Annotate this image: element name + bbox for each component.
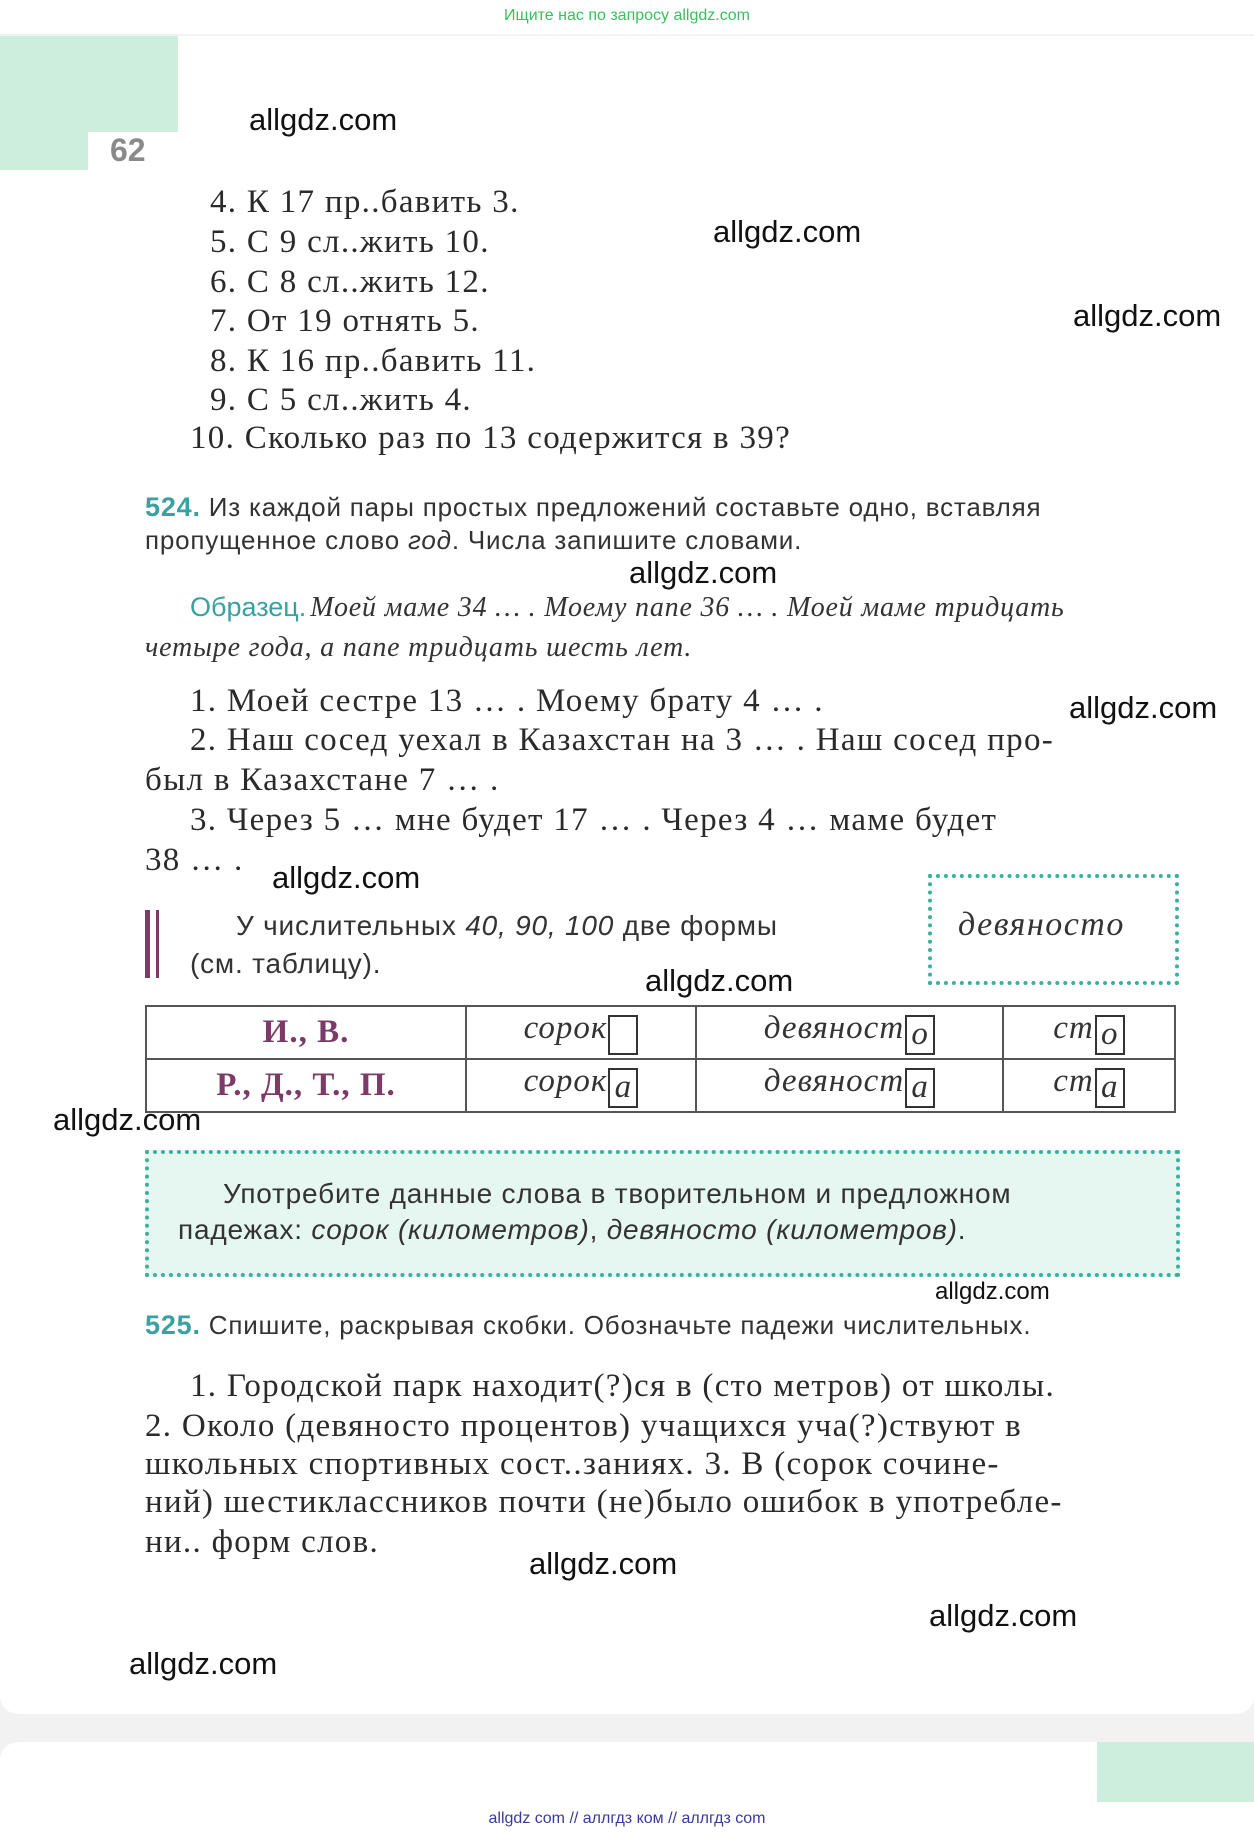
table-row: [146, 1006, 1175, 1059]
ex525-line: школьных спортивных сост..заниях. 3. В (сорок сочине-: [145, 1446, 1000, 1482]
sample-line-1: [190, 592, 1065, 624]
ex524-instruction-2: [145, 525, 802, 556]
case-label: Р., Д., Т., П.: [216, 1067, 396, 1103]
watermark: allgdz.com: [1073, 298, 1222, 333]
ex524-instruction: [145, 492, 1041, 523]
form-cell: [696, 1059, 1003, 1112]
exercise-item: 7. От 19 отнять 5.: [210, 303, 480, 339]
ex524-line: 38 … .: [145, 842, 244, 878]
ex525-line: 1. Городской парк находит(?)ся в (сто метров) от школы.: [190, 1368, 1056, 1404]
example-word: девяносто: [958, 906, 1125, 943]
ex525-number: 525.: [145, 1310, 201, 1340]
form-stem: девяност: [763, 1063, 905, 1100]
watermark: allgdz.com: [935, 1278, 1050, 1305]
ex524-instruction-line2-end: . Числа запишите словами.: [451, 525, 803, 555]
sample-line-2: четыре года, а папе тридцать шесть лет.: [145, 632, 693, 663]
exercise-item: 10. Сколько раз по 13 содержится в 39?: [190, 420, 792, 456]
ex524-line: был в Казахстане 7 … .: [145, 762, 500, 798]
watermark: allgdz.com: [645, 963, 794, 998]
rule-line-1: [236, 910, 778, 942]
rule-marker: [145, 910, 150, 978]
form-ending: о: [1095, 1015, 1125, 1055]
table-row: [146, 1059, 1175, 1112]
task-word-2: девяносто: [606, 1214, 758, 1245]
exercise-item: 4. К 17 пр..бавить 3.: [210, 184, 520, 220]
ex524-line: 1. Моей сестре 13 … . Моему брату 4 … .: [190, 683, 824, 719]
ex524-line: 3. Через 5 … мне будет 17 … . Через 4 … маме будет: [190, 802, 998, 838]
watermark: allgdz.com: [53, 1102, 202, 1137]
ex524-word-god: год: [408, 525, 452, 555]
rule-text: У числительных: [236, 910, 457, 941]
form-stem: сорок: [523, 1063, 608, 1100]
page-number: 62: [110, 132, 146, 168]
form-stem: ст: [1053, 1010, 1094, 1047]
form-stem: сорок: [523, 1010, 608, 1047]
watermark: allgdz.com: [249, 102, 398, 137]
rule-numbers: 40, 90, 100: [465, 910, 615, 941]
watermark: allgdz.com: [929, 1598, 1078, 1633]
watermark: allgdz.com: [629, 555, 778, 590]
task-line-1: Употребите данные слова в творительном и предложном: [223, 1178, 1012, 1209]
next-page-corner: [1097, 1742, 1254, 1802]
rule-text-end: две формы: [622, 910, 778, 941]
case-cell: [146, 1006, 466, 1059]
task-line-2: [178, 1214, 966, 1246]
task-word-1-paren: (километров): [397, 1214, 590, 1245]
task-word-2-paren: (километров): [766, 1214, 958, 1245]
exercise-item: 6. С 8 сл..жить 12.: [210, 264, 490, 300]
ex524-line: 2. Наш сосед уехал в Казахстан на 3 … . Наш сосед про-: [190, 722, 1055, 758]
form-ending: о: [905, 1015, 935, 1055]
form-stem: ст: [1053, 1063, 1094, 1100]
watermark: allgdz.com: [529, 1546, 678, 1581]
exercise-item: 5. С 9 сл..жить 10.: [210, 224, 490, 260]
rule-line-2: (см. таблицу).: [190, 948, 382, 979]
top-banner-text[interactable]: Ищите нас по запросу allgdz.com: [504, 7, 750, 24]
ex525-line: ни.. форм слов.: [145, 1524, 380, 1560]
exercise-item: 8. К 16 пр..бавить 11.: [210, 343, 537, 379]
form-ending: а: [905, 1068, 935, 1108]
ex525-instruction-text: Спишите, раскрывая скобки. Обозначьте падежи числительных.: [208, 1310, 1032, 1340]
form-cell: [466, 1059, 696, 1112]
rule-marker: [156, 910, 159, 978]
task-word-1: сорок: [311, 1214, 390, 1245]
form-cell: [696, 1006, 1003, 1059]
watermark: allgdz.com: [713, 214, 862, 249]
task-text: падежах:: [178, 1214, 303, 1245]
top-banner-bar: [0, 0, 1254, 34]
ex524-instruction-line2: пропущенное слово: [145, 525, 401, 555]
form-ending: а: [608, 1068, 638, 1108]
watermark: allgdz.com: [272, 860, 421, 895]
ex525-line: ний) шестиклассников почти (не)было ошибок в употребле-: [145, 1484, 1063, 1520]
task-paren-1: (километров),: [397, 1214, 599, 1245]
ex524-number: 524.: [145, 492, 201, 522]
watermark: allgdz.com: [1069, 690, 1218, 725]
form-cell: [1003, 1059, 1175, 1112]
ex525-instruction: [145, 1310, 1031, 1341]
sample-text-1: Моей маме 34 … . Моему папе 36 … . Моей маме тридцать: [310, 592, 1065, 623]
footer-links[interactable]: allgdz com // аллгдз ком // аллгдз com: [488, 1810, 766, 1827]
watermark: allgdz.com: [129, 1646, 278, 1681]
exercise-item: 9. С 5 сл..жить 4.: [210, 382, 472, 418]
form-ending: а: [1095, 1068, 1125, 1108]
form-stem: девяност: [763, 1010, 905, 1047]
sample-label: Образец.: [190, 592, 307, 622]
form-cell: [1003, 1006, 1175, 1059]
task-paren-2: (километров).: [766, 1214, 967, 1245]
numeral-forms-table: [145, 1005, 1176, 1113]
form-cell: [466, 1006, 696, 1059]
form-ending: [608, 1015, 638, 1055]
case-label: И., В.: [262, 1014, 350, 1050]
ex525-line: 2. Около (девяносто процентов) учащихся уча(?)ствуют в: [145, 1408, 1023, 1444]
ex524-instruction-line1: Из каждой пары простых предложений составьте одно, вставляя: [208, 492, 1042, 522]
